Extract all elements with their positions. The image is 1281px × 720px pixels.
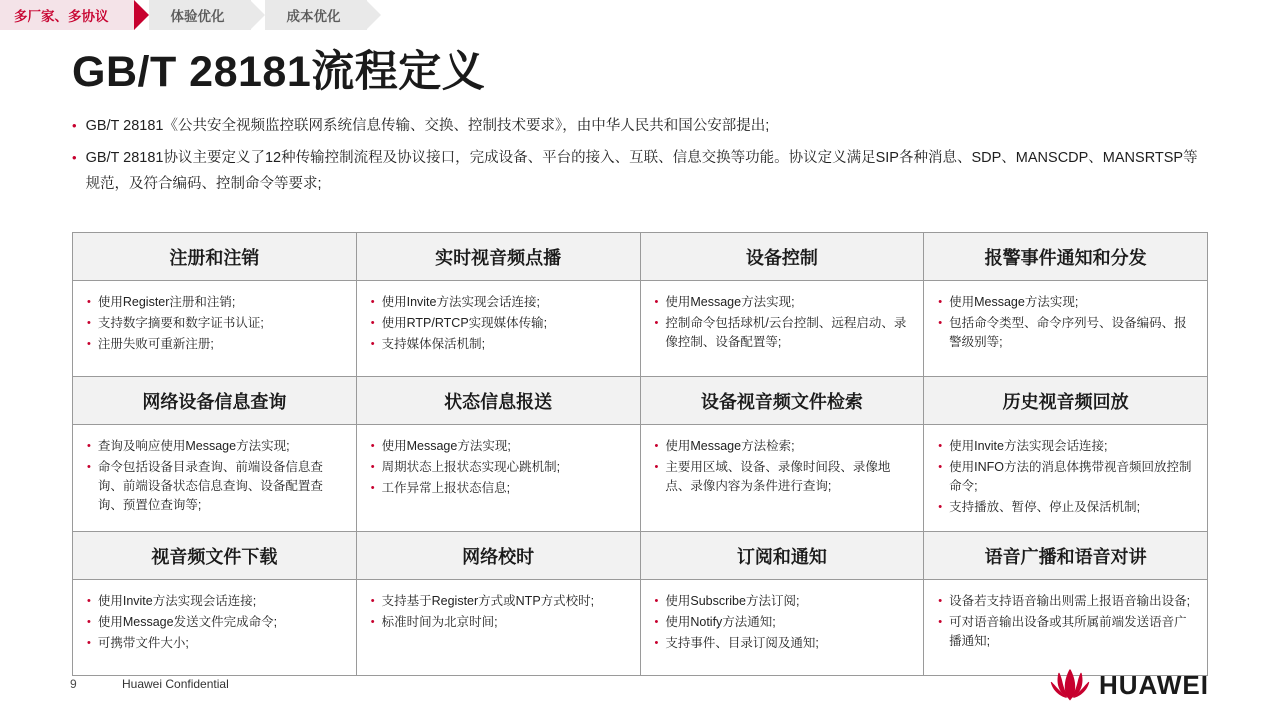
confidential-label: Huawei Confidential bbox=[122, 677, 229, 691]
list-item bbox=[87, 458, 342, 515]
bullet-dot-icon: • bbox=[370, 317, 375, 329]
page-number: 9 bbox=[70, 677, 77, 691]
breadcrumb-label-2: 体验优化 bbox=[170, 9, 225, 24]
table-header-cell bbox=[641, 233, 925, 281]
list-item bbox=[938, 498, 1193, 517]
list-item bbox=[371, 458, 626, 477]
list-item-text: 使用Invite方法实现会话连接; bbox=[949, 439, 1108, 453]
bullet-dot-icon: • bbox=[938, 317, 943, 329]
bullet-dot-icon: • bbox=[654, 637, 659, 649]
list-item-text: 注册失败可重新注册; bbox=[97, 337, 214, 351]
list-item bbox=[938, 613, 1193, 651]
list-item bbox=[371, 293, 626, 312]
table-header-cell bbox=[641, 532, 925, 580]
intro-bullet-list bbox=[72, 113, 1212, 203]
list-item bbox=[655, 437, 910, 456]
list-item-text: 设备若支持语音输出则需上报语音输出设备; bbox=[949, 594, 1191, 608]
list-item bbox=[371, 479, 626, 498]
list-item bbox=[371, 613, 626, 632]
bullet-dot-icon: • bbox=[654, 296, 659, 308]
table-row bbox=[73, 377, 1208, 425]
list-item-text: 标准时间为北京时间; bbox=[381, 615, 498, 629]
list-item-text: 可对语音输出设备或其所属前端发送语音广播通知; bbox=[949, 615, 1187, 648]
table-row bbox=[73, 281, 1208, 377]
table-body-cell bbox=[357, 281, 641, 377]
bullet-dot-icon: • bbox=[370, 338, 375, 350]
process-table bbox=[72, 232, 1208, 676]
list-item-text: 支持媒体保活机制; bbox=[381, 337, 486, 351]
breadcrumb-label-1: 多厂家、多协议 bbox=[14, 9, 109, 24]
bullet-dot-icon: • bbox=[938, 461, 943, 473]
list-item bbox=[938, 293, 1193, 312]
list-item bbox=[87, 592, 342, 611]
list-item bbox=[938, 592, 1193, 611]
bullet-dot-icon: • bbox=[654, 616, 659, 628]
table-row bbox=[73, 233, 1208, 281]
table-body-cell bbox=[73, 281, 357, 377]
table-header-cell bbox=[924, 532, 1208, 580]
bullet-dot-icon: • bbox=[938, 296, 943, 308]
table-header-cell bbox=[73, 233, 357, 281]
list-item-text: 使用Invite方法实现会话连接; bbox=[97, 594, 257, 608]
table-body-cell bbox=[641, 580, 925, 676]
table-body-cell bbox=[73, 425, 357, 532]
table-body-cell bbox=[641, 425, 925, 532]
list-item-text: GB/T 28181协议主要定义了12种传输控制流程及协议接口，完成设备、平台的接入、互联、信息交换等功能。协议定义满足SIP各种消息、SDP、MANSCDP、MANSRTSP等规范，及符合编码、控制命令等要求; bbox=[85, 150, 1198, 192]
bullet-dot-icon: • bbox=[370, 616, 375, 628]
huawei-logo bbox=[1050, 668, 1209, 702]
bullet-dot-icon: • bbox=[87, 317, 91, 329]
bullet-dot-icon: • bbox=[87, 637, 91, 649]
list-item bbox=[655, 592, 910, 611]
list-item-text: 使用RTP/RTCP实现媒体传输; bbox=[381, 316, 548, 330]
list-item-text: 查询及响应使用Message方法实现; bbox=[97, 439, 290, 453]
page-title: GB/T 28181流程定义 bbox=[72, 48, 486, 96]
breadcrumb-label-3: 成本优化 bbox=[286, 9, 341, 24]
cell-title: 网络校时 bbox=[462, 546, 535, 567]
list-item-text: 使用Message方法检索; bbox=[665, 439, 795, 453]
list-item-text: 控制命令包括球机/云台控制、远程启动、录像控制、设备配置等; bbox=[665, 316, 907, 349]
list-item bbox=[938, 314, 1193, 352]
bullet-dot-icon: • bbox=[370, 595, 375, 607]
cell-title: 设备控制 bbox=[745, 247, 818, 268]
table-body-cell bbox=[357, 425, 641, 532]
list-item-text: 命令包括设备目录查询、前端设备信息查询、前端设备状态信息查询、设备配置查询、预置位查询等; bbox=[97, 460, 323, 512]
bullet-dot-icon: • bbox=[370, 440, 375, 452]
table-header-cell bbox=[924, 377, 1208, 425]
list-item-text: 支持基于Register方式或NTP方式校时; bbox=[381, 594, 595, 608]
list-item-text: 支持播放、暂停、停止及保活机制; bbox=[949, 500, 1141, 514]
list-item bbox=[72, 145, 1212, 197]
cell-title: 状态信息报送 bbox=[444, 391, 553, 412]
table-body-cell bbox=[924, 425, 1208, 532]
cell-title: 语音广播和语音对讲 bbox=[984, 546, 1147, 567]
bullet-dot-icon: • bbox=[654, 440, 659, 452]
list-item-text: 包括命令类型、命令序列号、设备编码、报警级别等; bbox=[949, 316, 1187, 349]
list-item-text: 工作异常上报状态信息; bbox=[381, 481, 511, 495]
table-header-cell bbox=[357, 233, 641, 281]
cell-title: 实时视音频点播 bbox=[435, 247, 562, 268]
list-item bbox=[87, 437, 342, 456]
table-header-cell bbox=[641, 377, 925, 425]
list-item-text: 使用INFO方法的消息体携带视音频回放控制命令; bbox=[949, 460, 1192, 493]
list-item bbox=[938, 458, 1193, 496]
bullet-dot-icon: • bbox=[72, 150, 77, 165]
bullet-dot-icon: • bbox=[370, 296, 375, 308]
bullet-dot-icon: • bbox=[87, 338, 91, 350]
list-item-text: 使用Message发送文件完成命令; bbox=[97, 615, 278, 629]
list-item bbox=[87, 613, 342, 632]
bullet-dot-icon: • bbox=[87, 461, 91, 473]
chevron-right-icon bbox=[134, 0, 149, 30]
list-item bbox=[371, 335, 626, 354]
breadcrumb-item-1[interactable] bbox=[0, 0, 135, 30]
bullet-dot-icon: • bbox=[72, 118, 77, 133]
list-item-text: 使用Register注册和注销; bbox=[97, 295, 236, 309]
list-item-text: 使用Subscribe方法订阅; bbox=[665, 594, 800, 608]
bullet-dot-icon: • bbox=[87, 296, 91, 308]
list-item-text: 周期状态上报状态实现心跳机制; bbox=[381, 460, 561, 474]
bullet-dot-icon: • bbox=[938, 501, 943, 513]
table-body-cell bbox=[924, 281, 1208, 377]
cell-title: 设备视音频文件检索 bbox=[700, 391, 863, 412]
cell-title: 注册和注销 bbox=[169, 247, 260, 268]
cell-title: 报警事件通知和分发 bbox=[984, 247, 1147, 268]
list-item-text: 使用Message方法实现; bbox=[949, 295, 1079, 309]
list-item bbox=[371, 314, 626, 333]
list-item-text: 使用Message方法实现; bbox=[381, 439, 511, 453]
table-header-cell bbox=[924, 233, 1208, 281]
list-item bbox=[938, 437, 1193, 456]
table-header-cell bbox=[357, 377, 641, 425]
breadcrumb-item-3[interactable] bbox=[265, 0, 367, 30]
list-item bbox=[87, 634, 342, 653]
bullet-dot-icon: • bbox=[654, 461, 659, 473]
brand-name: HUAWEI bbox=[1099, 669, 1209, 700]
cell-title: 视音频文件下载 bbox=[151, 546, 278, 567]
list-item-text: 使用Notify方法通知; bbox=[665, 615, 776, 629]
table-header-cell bbox=[73, 377, 357, 425]
cell-title: 订阅和通知 bbox=[736, 546, 827, 567]
bullet-dot-icon: • bbox=[370, 461, 375, 473]
list-item-text: 可携带文件大小; bbox=[97, 636, 189, 650]
list-item bbox=[87, 314, 342, 333]
list-item bbox=[72, 113, 1212, 139]
cell-title: 历史视音频回放 bbox=[1002, 391, 1129, 412]
breadcrumb-item-2[interactable] bbox=[149, 0, 251, 30]
table-body-cell bbox=[357, 580, 641, 676]
breadcrumb bbox=[0, 0, 367, 30]
list-item bbox=[87, 335, 342, 354]
list-item bbox=[655, 458, 910, 496]
list-item-text: 支持数字摘要和数字证书认证; bbox=[97, 316, 264, 330]
list-item-text: 主要用区域、设备、录像时间段、录像地点、录像内容为条件进行查询; bbox=[665, 460, 891, 493]
bullet-dot-icon: • bbox=[87, 595, 91, 607]
list-item bbox=[371, 592, 626, 611]
table-body-cell bbox=[641, 281, 925, 377]
list-item bbox=[371, 437, 626, 456]
table-row bbox=[73, 532, 1208, 580]
table-body-cell bbox=[924, 580, 1208, 676]
chevron-right-icon bbox=[366, 0, 381, 30]
bullet-dot-icon: • bbox=[938, 616, 943, 628]
huawei-flower-icon bbox=[1050, 668, 1090, 702]
list-item-text: 使用Message方法实现; bbox=[665, 295, 795, 309]
list-item bbox=[87, 293, 342, 312]
bullet-dot-icon: • bbox=[87, 440, 91, 452]
list-item-text: 支持事件、目录订阅及通知; bbox=[665, 636, 819, 650]
list-item-text: GB/T 28181《公共安全视频监控联网系统信息传输、交换、控制技术要求》，由中华人民共和国公安部提出; bbox=[85, 118, 770, 134]
cell-title: 网络设备信息查询 bbox=[142, 391, 287, 412]
table-header-cell bbox=[357, 532, 641, 580]
list-item bbox=[655, 314, 910, 352]
bullet-dot-icon: • bbox=[938, 595, 943, 607]
table-row bbox=[73, 425, 1208, 532]
bullet-dot-icon: • bbox=[654, 595, 659, 607]
bullet-dot-icon: • bbox=[370, 482, 375, 494]
bullet-dot-icon: • bbox=[87, 616, 91, 628]
table-row bbox=[73, 580, 1208, 676]
table-header-cell bbox=[73, 532, 357, 580]
bullet-dot-icon: • bbox=[938, 440, 943, 452]
list-item bbox=[655, 613, 910, 632]
bullet-dot-icon: • bbox=[654, 317, 659, 329]
list-item-text: 使用Invite方法实现会话连接; bbox=[381, 295, 540, 309]
list-item bbox=[655, 634, 910, 653]
table-body-cell bbox=[73, 580, 357, 676]
chevron-right-icon bbox=[250, 0, 265, 30]
list-item bbox=[655, 293, 910, 312]
